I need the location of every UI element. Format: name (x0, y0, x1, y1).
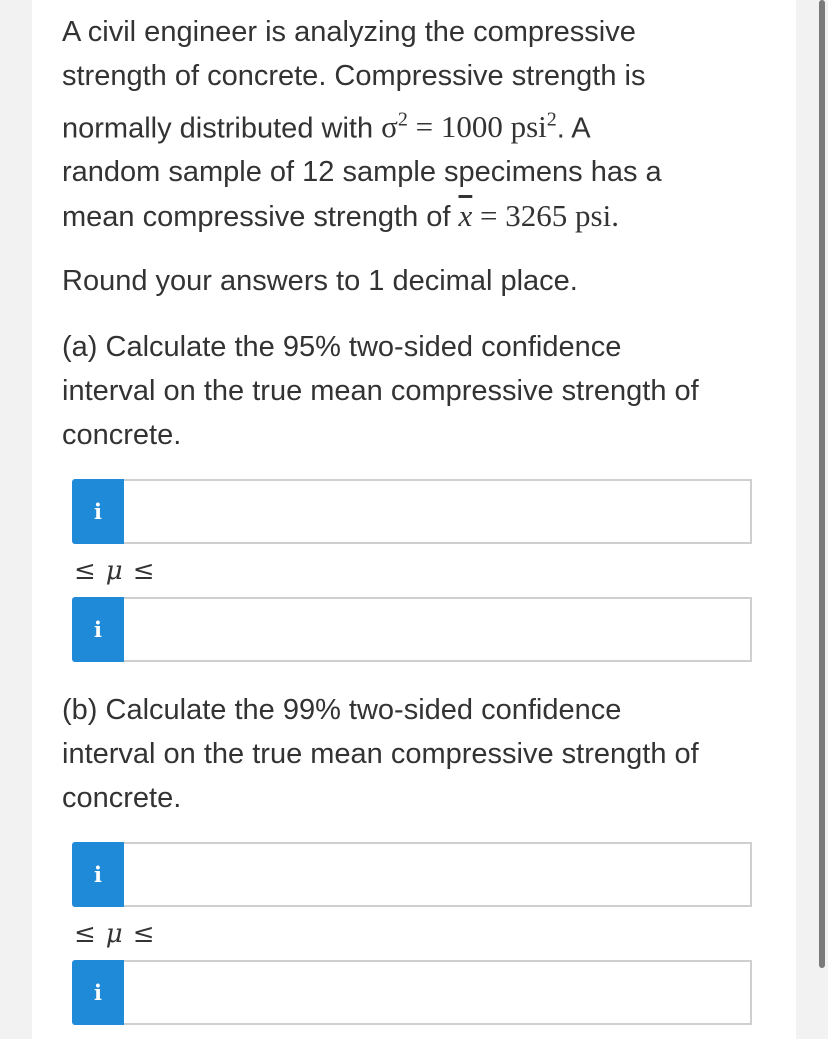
part-b-upper-input[interactable] (124, 960, 752, 1025)
inequality-mu (72, 544, 762, 597)
part-b-line: (b) Calculate the 99% two-sided confidence (62, 694, 622, 727)
problem-text: strength of concrete. Compressive strength is (62, 60, 646, 92)
leq-symbol: ≤ (132, 918, 155, 949)
sigma-exponent: 2 (397, 109, 408, 131)
part-a-lower-input[interactable] (124, 479, 752, 544)
psi-exponent: 2 (546, 109, 557, 131)
part-b-lower-input[interactable] (124, 842, 752, 907)
info-icon[interactable]: i (72, 842, 124, 907)
info-icon[interactable]: i (72, 479, 124, 544)
part-a-line: concrete. (62, 419, 182, 452)
part-a-upper-input[interactable] (124, 597, 752, 662)
problem-line (62, 194, 762, 239)
inequality-mu (72, 907, 762, 960)
sigma-symbol (381, 109, 557, 144)
rounding-instruction: Round your answers to 1 decimal place. (62, 265, 578, 298)
part-b-upper-row (72, 960, 752, 1025)
question-content (62, 10, 762, 1025)
part-a-upper-row (72, 597, 752, 662)
part-b-lower-row (72, 842, 752, 907)
leq-symbol: ≤ (132, 555, 155, 586)
part-b-line: interval on the true mean compressive strength of (62, 738, 699, 771)
part-a-lower-row (72, 479, 752, 544)
xbar-expression (459, 198, 619, 233)
part-b-answer-group (72, 842, 762, 1025)
problem-line (62, 10, 762, 54)
mu-symbol: μ (105, 555, 123, 586)
sigma-char: σ (381, 109, 398, 145)
problem-line (62, 98, 762, 150)
xbar-symbol: $\overline{x}$ (458, 198, 473, 234)
part-a-line: interval on the true mean compressive strength of (62, 375, 699, 408)
problem-line (62, 54, 762, 98)
sigma-value: = 1000 psi (407, 109, 547, 145)
leq-symbol: ≤ (74, 555, 96, 586)
problem-text: mean compressive strength of (62, 201, 459, 234)
problem-line (62, 150, 762, 194)
problem-text: random sample of 12 sample specimens has a (62, 156, 662, 189)
problem-statement (62, 10, 762, 239)
scrollbar[interactable] (819, 0, 825, 968)
part-b-line: concrete. (62, 782, 182, 815)
part-a-line: (a) Calculate the 95% two-sided confidence (62, 331, 622, 364)
leq-symbol: ≤ (74, 918, 96, 949)
info-icon[interactable]: i (72, 597, 124, 662)
info-icon[interactable]: i (72, 960, 124, 1025)
problem-text: normally distributed with (62, 112, 382, 145)
mu-symbol: μ (105, 918, 123, 949)
part-b-prompt (62, 688, 762, 820)
problem-text: A civil engineer is analyzing the compressive (62, 16, 636, 48)
problem-text: . A (556, 112, 591, 145)
xbar-value: = 3265 psi. (472, 198, 619, 234)
part-a-prompt (62, 325, 762, 457)
part-a-answer-group (72, 479, 762, 662)
